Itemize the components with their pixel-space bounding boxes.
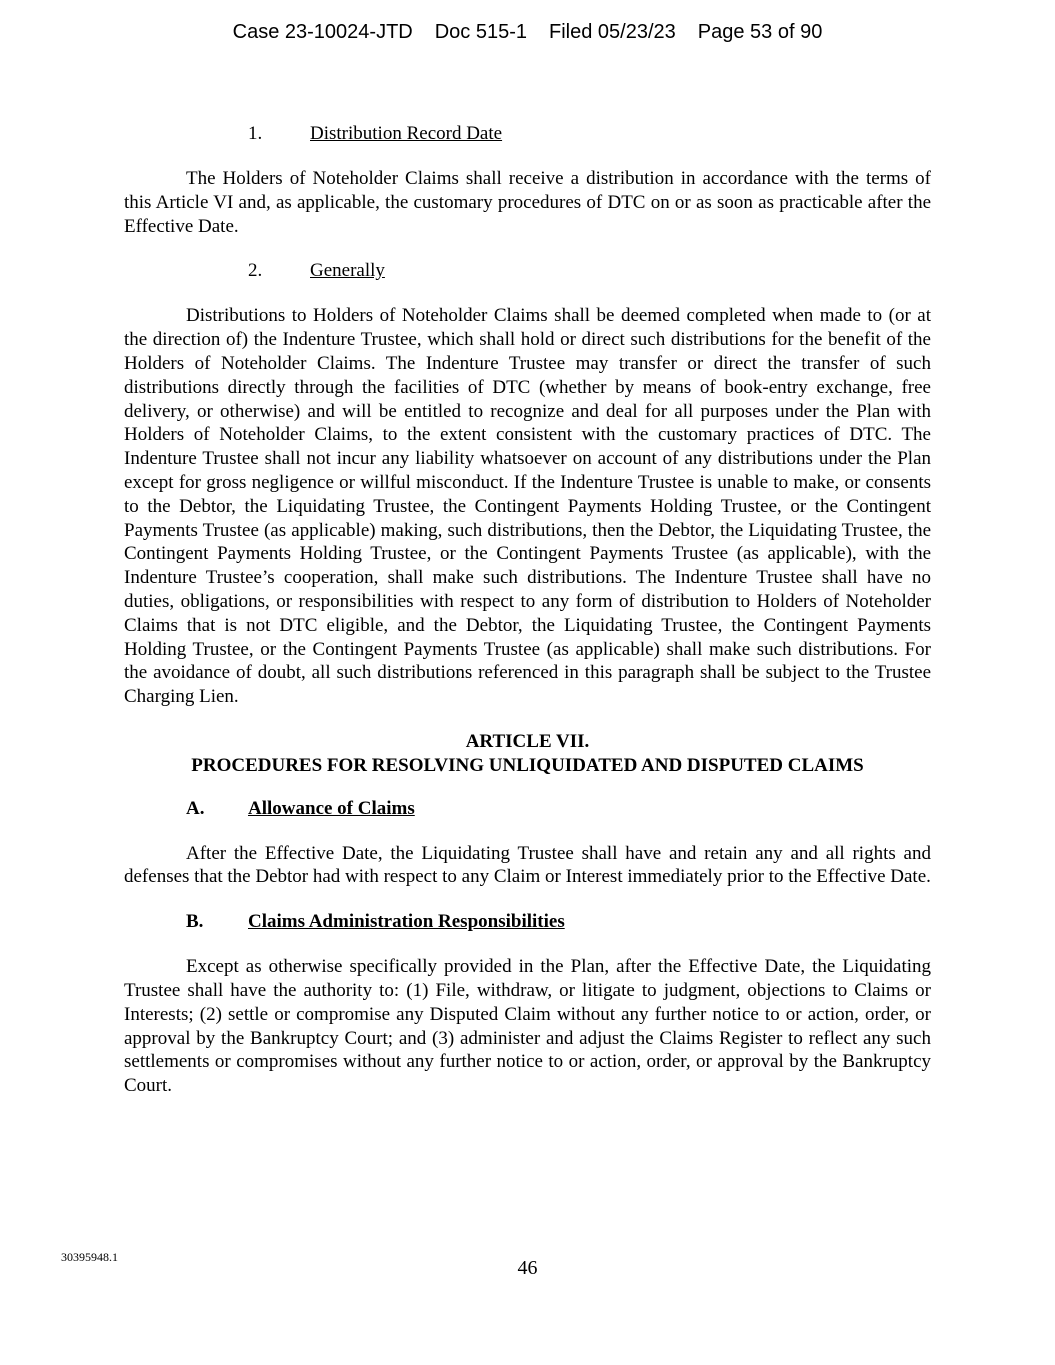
paragraph-allowance-of-claims: After the Effective Date, the Liquidating Trustee shall have and retain any and all rights and defenses that the Debtor had with respect to any Claim or Interest immediately prior to the Effective Date.	[124, 842, 931, 888]
paragraph-claims-administration: Except as otherwise specifically provided in the Plan, after the Effective Date, the Liquidating Trustee shall have the authority to: (1) File, withdraw, or litigate to judgment, objections to Claims or Interests; (2) settle or compromise any Disputed Claim without any further notice to or action, order, or approval by the Bankruptcy Court; and (3) administer and adjust the Claims Register to reflect any such settlements or compromises without any further notice to or action, order, or approval by the Bankruptcy Court.	[124, 956, 931, 1097]
subsection-title: Generally	[310, 260, 385, 282]
section-title: Claims Administration Responsibilities	[248, 911, 565, 933]
article-number: ARTICLE VII.	[465, 730, 590, 752]
section-letter: B.	[186, 911, 204, 933]
document-body	[124, 122, 931, 1119]
doc-number: Doc 515-1	[434, 21, 528, 43]
subsection-title: Distribution Record Date	[310, 123, 503, 144]
subsection-heading-1	[124, 122, 931, 146]
subsection-heading-2	[124, 259, 931, 283]
article-heading	[104, 730, 951, 778]
subsection-number: 1.	[248, 123, 263, 144]
filed-date: Filed 05/23/23	[549, 21, 676, 43]
page-of-total: Page 53 of 90	[697, 21, 823, 43]
paragraph-generally: Distributions to Holders of Noteholder Claims shall be deemed completed when made to (or at the direction of) the Indenture Trustee, which shall hold or direct such distributions for the benefit of the Holders of Noteholder Claims. The Indenture Trustee may transfer or direct the transfer of such distributions directly through the facilities of DTC (whether by means of book-entry exchange, free delivery, or otherwise) and will be entitled to recognize and deal for all purposes under the Plan with Holders of Noteholder Claims, to the extent consistent with the customary practices of DTC. The Indenture Trustee shall not incur any liability whatsoever on account of any distributions under the Plan except for gross negligence or willful misconduct. If the Indenture Trustee is unable to make, or consents to the Debtor, the Liquidating Trustee, the Contingent Payments Holding Trustee, or the Contingent Payments Trustee (as applicable) making, such distributions, then the Debtor, the Liquidating Trustee, the Contingent Payments Holding Trustee, or the Contingent Payments Trustee (as applicable), with the Indenture Trustee’s cooperation, shall make such distributions. The Indenture Trustee shall have no duties, obligations, or responsibilities with respect to any form of distribution to Holders of Noteholder Claims that is not DTC eligible, and the Debtor, the Liquidating Trustee, the Contingent Payments Holding Trustee, or the Contingent Payments Trustee (as applicable) shall make such distributions. For the avoidance of doubt, all such distributions referenced in this paragraph shall be subject to the Trustee Charging Lien.	[124, 305, 931, 708]
document-id: 30395948.1	[61, 1250, 118, 1264]
page-number: 46	[517, 1257, 538, 1279]
section-title: Allowance of Claims	[248, 797, 415, 819]
subsection-number: 2.	[248, 260, 263, 282]
case-number: Case 23-10024-JTD	[232, 21, 413, 43]
section-letter: A.	[186, 797, 205, 819]
court-filing-header	[0, 19, 1055, 45]
article-title: PROCEDURES FOR RESOLVING UNLIQUIDATED AND DISPUTED CLAIMS	[191, 754, 864, 776]
paragraph-distribution-record-date: The Holders of Noteholder Claims shall receive a distribution in accordance with the terms of this Article VI and, as applicable, the customary procedures of DTC on or as soon as practicable after the Effective Date.	[124, 168, 931, 237]
section-heading-b	[124, 910, 931, 934]
section-heading-a	[124, 797, 931, 821]
